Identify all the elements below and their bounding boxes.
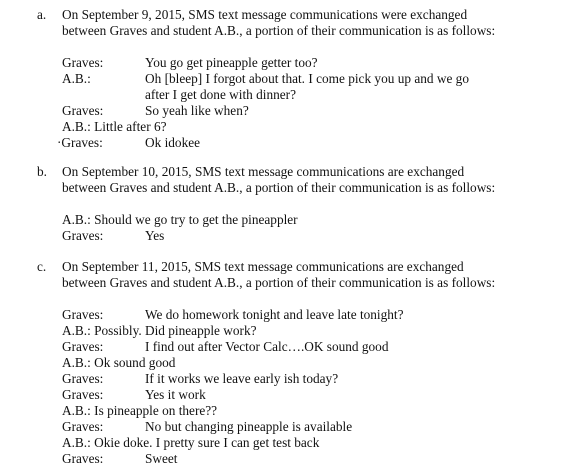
intro-line: [0, 23, 573, 39]
intro-text: between Graves and student A.B., a portion of their communication is as follows:: [62, 180, 496, 195]
message-text: Yes: [145, 228, 165, 243]
message-line: [0, 135, 573, 151]
section-marker: b.: [37, 164, 47, 179]
message-inline: A.B.: Little after 6?: [62, 119, 167, 134]
message-line: [0, 71, 573, 87]
message-line: [0, 435, 573, 451]
intro-text: between Graves and student A.B., a portion of their communication is as follows:: [62, 275, 496, 290]
message-text: Sweet: [145, 451, 178, 466]
speaker: Graves:: [62, 371, 104, 386]
intro-line: [0, 7, 573, 23]
intro-text: On September 10, 2015, SMS text message communications are exchanged: [62, 164, 465, 179]
section-a: [0, 7, 573, 151]
intro-line: [0, 275, 573, 291]
section-c: [0, 259, 573, 467]
message-line: [0, 87, 573, 103]
message-inline: A.B.: Should we go try to get the pineappler: [62, 212, 298, 227]
intro-line: [0, 164, 573, 180]
message-line: [0, 403, 573, 419]
message-line: [0, 451, 573, 467]
speaker: Graves:: [62, 339, 104, 354]
message-line: [0, 419, 573, 435]
message-inline: A.B.: Ok sound good: [62, 355, 176, 370]
message-inline: A.B.: Is pineapple on there??: [62, 403, 218, 418]
speaker: Graves:: [62, 307, 104, 322]
speaker: ·Graves:: [57, 135, 103, 150]
message-text: No but changing pineapple is available: [145, 419, 353, 434]
message-text: Ok idokee: [145, 135, 201, 150]
speaker: Graves:: [62, 451, 104, 466]
section-b: [0, 164, 573, 244]
intro-text: On September 9, 2015, SMS text message communications were exchanged: [62, 7, 468, 22]
speaker: Graves:: [62, 387, 104, 402]
message-line: [0, 339, 573, 355]
message-text: after I get done with dinner?: [145, 87, 297, 102]
message-line: [0, 371, 573, 387]
message-line: [0, 323, 573, 339]
message-line: [0, 307, 573, 323]
message-text: We do homework tonight and leave late tonight?: [145, 307, 404, 322]
message-line: [0, 55, 573, 71]
section-marker: a.: [37, 7, 47, 22]
message-text: Yes it work: [145, 387, 206, 402]
speaker: Graves:: [62, 419, 104, 434]
message-text: So yeah like when?: [145, 103, 249, 118]
message-text: I find out after Vector Calc….OK sound good: [145, 339, 389, 354]
message-text: You go get pineapple getter too?: [145, 55, 318, 70]
intro-text: On September 11, 2015, SMS text message communications are exchanged: [62, 259, 464, 274]
message-inline: A.B.: Okie doke. I pretty sure I can get test back: [62, 435, 320, 450]
speaker: Graves:: [62, 55, 104, 70]
message-line: [0, 103, 573, 119]
message-line: [0, 212, 573, 228]
message-line: [0, 355, 573, 371]
speaker: Graves:: [62, 228, 104, 243]
message-inline: A.B.: Possibly. Did pineapple work?: [62, 323, 257, 338]
message-line: [0, 119, 573, 135]
intro-line: [0, 180, 573, 196]
message-text: If it works we leave early ish today?: [145, 371, 339, 386]
message-line: [0, 387, 573, 403]
message-line: [0, 228, 573, 244]
section-marker: c.: [37, 259, 47, 274]
message-text: Oh [bleep] I forgot about that. I come pick you up and we go: [145, 71, 469, 86]
speaker: Graves:: [62, 103, 104, 118]
speaker: A.B.:: [62, 71, 91, 86]
intro-line: [0, 259, 573, 275]
intro-text: between Graves and student A.B., a portion of their communication is as follows:: [62, 23, 496, 38]
